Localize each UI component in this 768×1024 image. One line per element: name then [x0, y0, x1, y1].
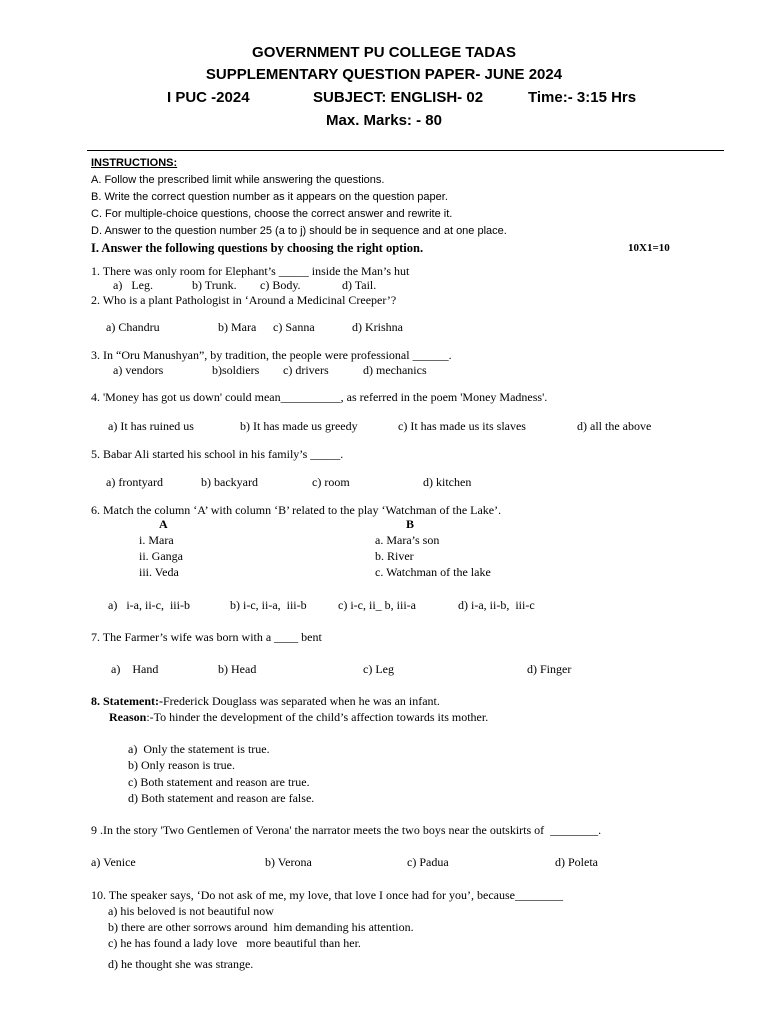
college-name: GOVERNMENT PU COLLEGE TADAS — [252, 44, 516, 61]
reason-text: :-To hinder the development of the child’s affection towards its mother. — [146, 710, 489, 724]
column-b-item: a. Mara’s son — [375, 533, 440, 547]
question-2: 2. Who is a plant Pathologist in ‘Around a Medicinal Creeper’? — [91, 293, 397, 307]
option: a) Only the statement is true. — [128, 742, 270, 756]
section-heading: I. Answer the following questions by choosing the right option. — [91, 241, 424, 255]
option: d) i-a, ii-b, iii-c — [458, 598, 535, 612]
option: c) drivers — [283, 363, 329, 377]
question-8-statement-line — [91, 694, 440, 709]
column-a-item: i. Mara — [139, 533, 174, 547]
class-label: I PUC -2024 — [167, 89, 250, 106]
max-marks: Max. Marks: - 80 — [326, 112, 442, 129]
option: b) i-c, ii-a, iii-b — [230, 598, 307, 612]
option: c) Both statement and reason are true. — [128, 775, 310, 789]
paper-title: SUPPLEMENTARY QUESTION PAPER- JUNE 2024 — [205, 66, 563, 83]
option: b) Trunk. — [192, 278, 237, 292]
option: a) Hand — [111, 662, 159, 676]
instruction-item: A. Follow the prescribed limit while answering the questions. — [91, 174, 385, 186]
column-a-item: iii. Veda — [139, 565, 179, 579]
question-1: 1. There was only room for Elephant’s _____ inside the Man’s hut — [91, 264, 410, 278]
option: d) kitchen — [423, 475, 472, 489]
question-3: 3. In “Oru Manushyan”, by tradition, the people were professional ______. — [91, 348, 452, 362]
question-5: 5. Babar Ali started his school in his family’s _____. — [91, 447, 344, 461]
column-b-item: b. River — [375, 549, 414, 563]
option: c) Padua — [407, 855, 449, 869]
time-label: Time:- 3:15 Hrs — [528, 89, 637, 106]
question-10: 10. The speaker says, ‘Do not ask of me, my love, that love I once had for you’, because________ — [91, 888, 563, 902]
option: a) Chandru — [106, 320, 160, 334]
question-9: 9 .In the story 'Two Gentlemen of Verona' the narrator meets the two boys near the outskirts of ________. — [91, 823, 602, 837]
instructions-title: INSTRUCTIONS: — [91, 157, 178, 169]
option: b) Mara — [218, 320, 257, 334]
option: d) Krishna — [352, 320, 403, 334]
option: d) he thought she was strange. — [108, 957, 254, 971]
statement-text: Frederick Douglass was separated when he was an infant. — [162, 694, 440, 708]
option: d) Finger — [527, 662, 572, 676]
subject-label: SUBJECT: ENGLISH- 02 — [313, 89, 484, 106]
instruction-item: D. Answer to the question number 25 (a to j) should be in sequence and at one place. — [91, 225, 507, 237]
instruction-item: B. Write the correct question number as it appears on the question paper. — [91, 191, 448, 203]
option: d) Tail. — [342, 278, 377, 292]
option: d) Both statement and reason are false. — [128, 791, 315, 805]
statement-label: 8. Statement:- — [91, 694, 163, 708]
option: c) It has made us its slaves — [398, 419, 526, 433]
option: a) frontyard — [106, 475, 163, 489]
option: d) all the above — [577, 419, 652, 433]
option: a) Venice — [91, 855, 136, 869]
option: c) Sanna — [273, 320, 315, 334]
option: b) backyard — [201, 475, 258, 489]
option: d) mechanics — [363, 363, 427, 377]
question-4: 4. 'Money has got us down' could mean__________, as referred in the poem 'Money Madness'. — [91, 390, 548, 404]
option: a) It has ruined us — [108, 419, 194, 433]
option: c) room — [312, 475, 350, 489]
option: d) Poleta — [555, 855, 598, 869]
question-6: 6. Match the column ‘A’ with column ‘B’ related to the play ‘Watchman of the Lake’. — [91, 503, 502, 517]
instruction-item: C. For multiple-choice questions, choose the correct answer and rewrite it. — [91, 208, 453, 220]
option: a) his beloved is not beautiful now — [108, 904, 274, 918]
section-marks: 10X1=10 — [628, 242, 670, 254]
option: c) Body. — [260, 278, 301, 292]
header-divider — [87, 150, 724, 151]
option: b) there are other sorrows around him demanding his attention. — [108, 920, 414, 934]
option: b) Verona — [265, 855, 312, 869]
option: c) i-c, ii_ b, iii-a — [338, 598, 416, 612]
option: a) vendors — [113, 363, 164, 377]
question-8-reason-line — [109, 710, 488, 725]
question-7: 7. The Farmer’s wife was born with a ____ bent — [91, 630, 322, 644]
reason-label: Reason — [109, 710, 147, 724]
option: b) Only reason is true. — [128, 758, 235, 772]
column-b-heading: B — [406, 517, 415, 531]
option: b) Head — [218, 662, 257, 676]
option: a) Leg. — [113, 278, 153, 292]
option: c) Leg — [363, 662, 394, 676]
column-a-item: ii. Ganga — [139, 549, 183, 563]
option: c) he has found a lady love more beautiful than her. — [108, 936, 361, 950]
option: b) It has made us greedy — [240, 419, 358, 433]
column-a-heading: A — [159, 517, 168, 531]
option: a) i-a, ii-c, iii-b — [108, 598, 190, 612]
option: b)soldiers — [212, 363, 260, 377]
column-b-item: c. Watchman of the lake — [375, 565, 491, 579]
